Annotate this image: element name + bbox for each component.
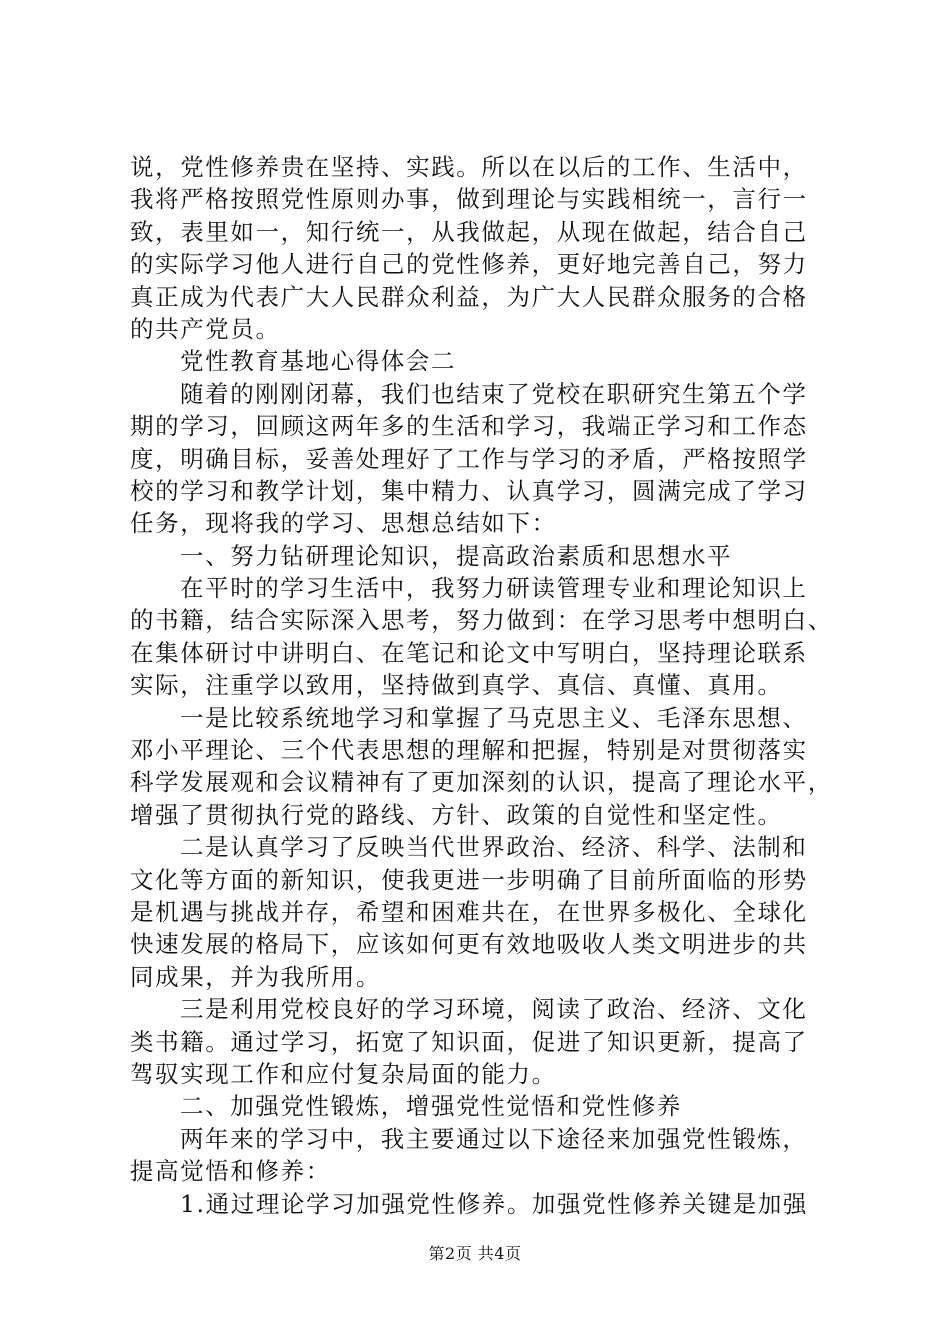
text-line: 期的学习，回顾这两年多的生活和学习，我端正学习和工作态 — [130, 412, 808, 441]
text-line: 的实际学习他人进行自己的党性修养，更好地完善自己，努力 — [130, 250, 808, 279]
text-line: 1.通过理论学习加强党性修养。加强党性修养关键是加强 — [180, 1189, 809, 1218]
text-line: 在平时的学习生活中，我努力研读管理专业和理论知识上 — [180, 574, 808, 603]
text-line: 的书籍，结合实际深入思考，努力做到：在学习思考中想明白、 — [130, 606, 833, 635]
text-line: 的共产党员。 — [130, 314, 281, 343]
text-line: 二是认真学习了反映当代世界政治、经济、科学、法制和 — [180, 833, 808, 862]
text-line: 任务，现将我的学习、思想总结如下： — [130, 509, 557, 538]
section-heading: 党性教育基地心得体会二 — [180, 347, 457, 376]
text-line: 驾驭实现工作和应付复杂局面的能力。 — [130, 1059, 557, 1088]
text-line: 快速发展的格局下，应该如何更有效地吸收人类文明进步的共 — [130, 930, 808, 959]
text-line: 我将严格按照党性原则办事，做到理论与实践相统一，言行一 — [130, 185, 808, 214]
text-line: 真正成为代表广大人民群众利益，为广大人民群众服务的合格 — [130, 282, 808, 311]
text-line: 两年来的学习中，我主要通过以下途径来加强党性锻炼， — [180, 1124, 808, 1153]
text-line: 随着的刚刚闭幕，我们也结束了党校在职研究生第五个学 — [180, 379, 808, 408]
text-line: 同成果，并为我所用。 — [130, 962, 381, 991]
text-line: 说，党性修养贵在坚持、实践。所以在以后的工作、生活中， — [130, 153, 808, 181]
text-line: 邓小平理论、三个代表思想的理解和把握，特别是对贯彻落实 — [130, 736, 808, 765]
section-heading: 二、加强党性锻炼，增强党性觉悟和党性修养 — [180, 1092, 682, 1121]
page-number-footer: 第2页 共4页 — [428, 1244, 522, 1263]
text-line: 校的学习和教学计划，集中精力、认真学习，圆满完成了学习 — [130, 476, 808, 505]
document-body — [130, 151, 840, 1220]
text-line: 是机遇与挑战并存，希望和困难共在，在世界多极化、全球化 — [130, 897, 808, 926]
text-line: 三是利用党校良好的学习环境，阅读了政治、经济、文化 — [180, 995, 808, 1024]
text-line: 度，明确目标，妥善处理好了工作与学习的矛盾，严格按照学 — [130, 444, 808, 473]
text-line: 一是比较系统地学习和掌握了马克思主义、毛泽东思想、 — [180, 703, 808, 732]
text-line: 致，表里如一，知行统一，从我做起，从现在做起，结合自己 — [130, 217, 808, 246]
text-line: 实际，注重学以致用，坚持做到真学、真信、真懂、真用。 — [130, 671, 783, 700]
text-line: 类书籍。通过学习，拓宽了知识面，促进了知识更新，提高了 — [130, 1027, 808, 1056]
text-line: 提高觉悟和修养： — [130, 1157, 331, 1186]
text-line: 科学发展观和会议精神有了更加深刻的认识，提高了理论水平， — [130, 768, 833, 797]
text-line: 文化等方面的新知识，使我更进一步明确了目前所面临的形势 — [130, 865, 808, 894]
text-line: 增强了贯彻执行党的路线、方针、政策的自觉性和坚定性。 — [130, 800, 783, 829]
text-line: 在集体研讨中讲明白、在笔记和论文中写明白，坚持理论联系 — [130, 638, 808, 667]
section-heading: 一、努力钻研理论知识，提高政治素质和思想水平 — [180, 541, 733, 570]
